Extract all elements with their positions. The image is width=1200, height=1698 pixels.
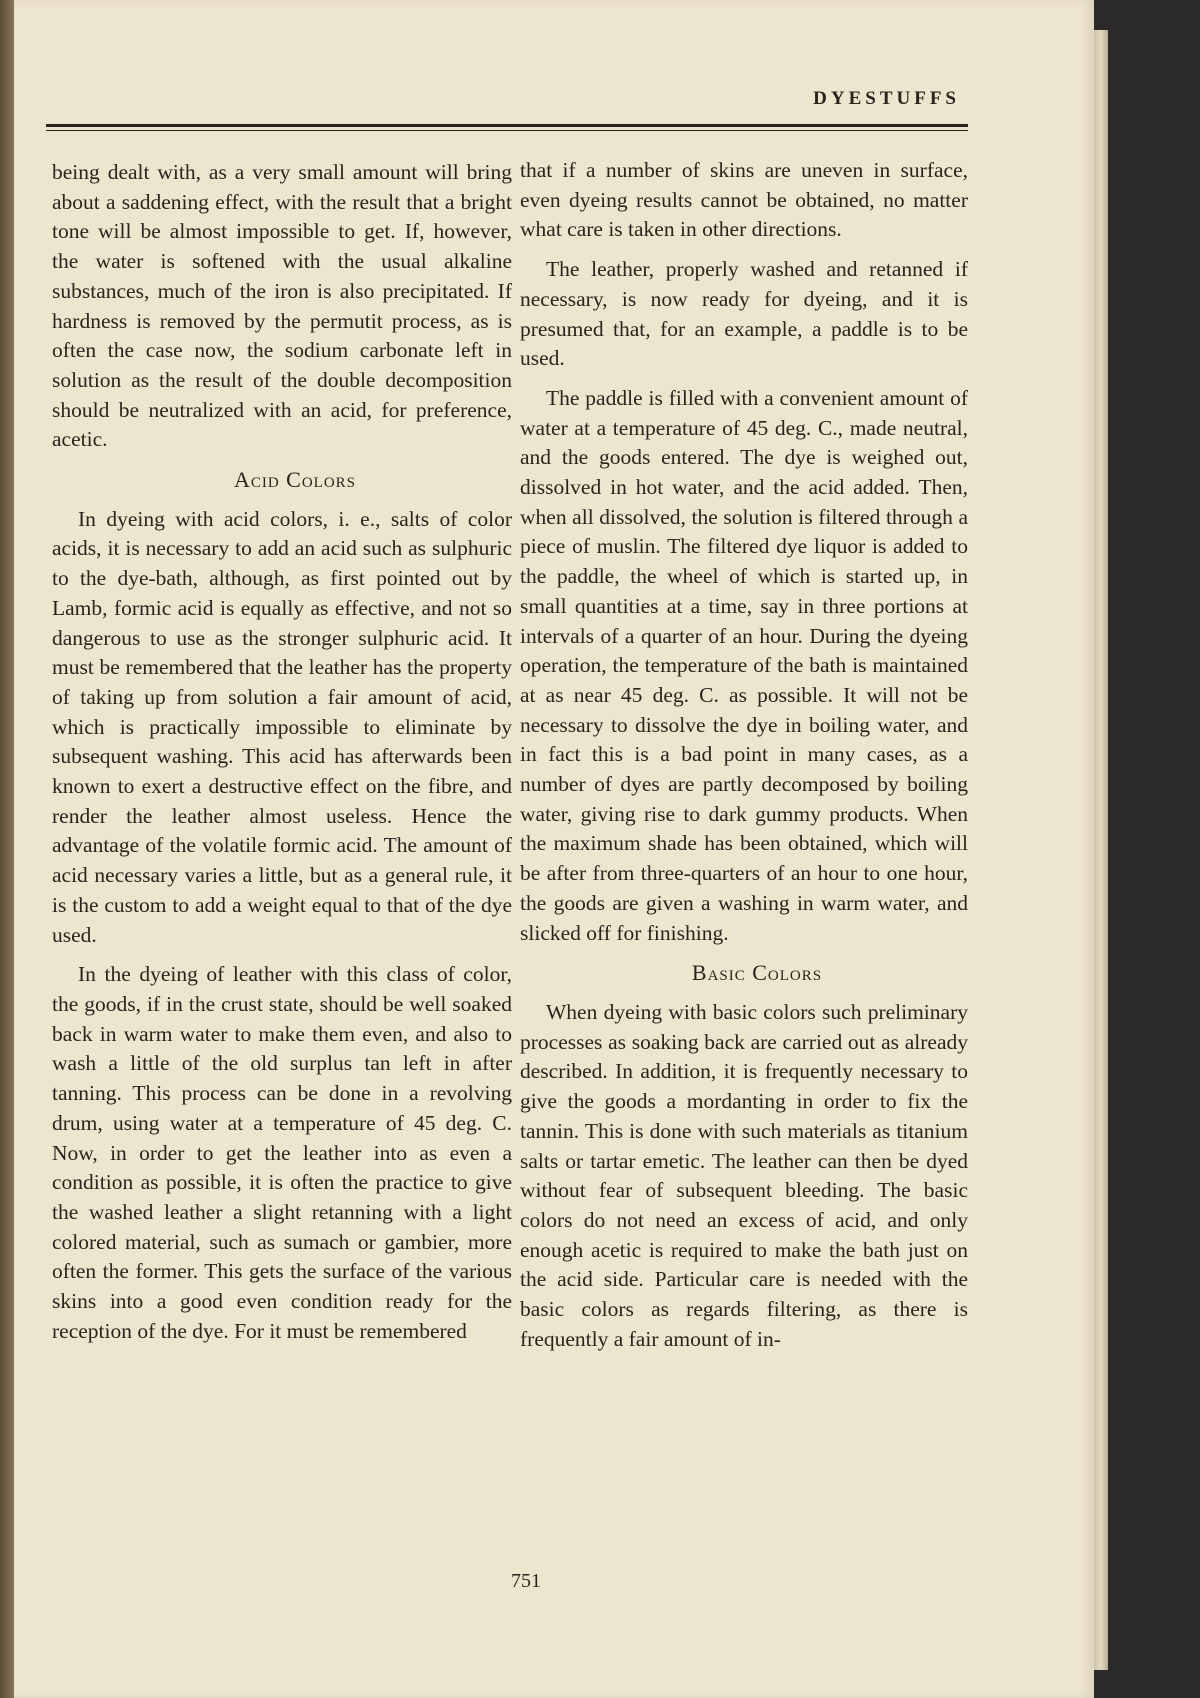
paragraph: In the dyeing of leather with this class of color, the goods, if in the crust state, should be well soaked back in warm water to make them even, and also to wash a little of the old surplus tan left in after tanning. This process can be done in a revolving drum, using water at a temperature of 45 deg. C. Now, in order to get the leather into as even a condition as possible, it is often the practice to give the washed leather a slight retanning with a light colored material, such as sumach or gambier, more often the former. This gets the surface of the various skins into a good even condition ready for the reception of the dye. For it must be remembered	[52, 962, 512, 1343]
section-heading-acid-colors: Acid Colors	[233, 467, 357, 493]
paragraph: When dyeing with basic colors such preliminary processes as soaking back are carried out as already described. In addition, it is frequently necessary to give the goods a mordanting in order to fix the tannin. This is done with such materials as titanium salts or tartar emetic. The leather can then be dyed without fear of subsequent bleeding. The basic colors do not need an excess of acid, and only enough acetic is required to make the bath just on the acid side. Particular care is needed with the basic colors as regards filtering, as there is frequently a fair amount of in-	[520, 999, 968, 1351]
page-stack-edge	[1094, 30, 1108, 1670]
header-rule-thick	[46, 124, 968, 127]
paragraph: In dyeing with acid colors, i. e., salts of color acids, it is necessary to add an acid such as sulphuric to the dye-bath, although, as first pointed out by Lamb, formic acid is equally as effective, and not so dangerous to use as the stronger sulphuric acid. It must be remembered that the leather has the property of taking up from solution a fair amount of acid, which is practically impossible to eliminate by subsequent washing. This acid has afterwards been known to exert a destructive effect on the fibre, and render the leather almost useless. Hence the advantage of the volatile formic acid. The amount of acid necessary varies a little, but as a general rule, it is the custom to add a weight equal to that of the dye used.	[52, 506, 512, 947]
page-number: 751	[511, 1570, 541, 1592]
left-column	[52, 158, 512, 1356]
running-head: DYESTUFFS	[813, 88, 960, 109]
paragraph: that if a number of skins are uneven in surface, even dyeing results cannot be obtained, no matter what care is taken in other directions.	[520, 158, 968, 242]
right-column	[520, 156, 968, 1364]
paragraph: being dealt with, as a very small amount will bring about a saddening effect, with the result that a bright tone will be almost impossible to get. If, however, the water is softened with the usual alkaline substances, much of the iron is also precipitated. If hardness is removed by the permutit process, as is often the case now, the sodium carbonate left in solution as the result of the double decomposition should be neutralized with an acid, for preference, acetic.	[52, 160, 512, 452]
paragraph: The leather, properly washed and retanned if necessary, is now ready for dyeing, and it is presumed that, for an example, a paddle is to be used.	[520, 257, 968, 371]
section-heading-basic-colors: Basic Colors	[691, 960, 823, 986]
book-binding-left	[0, 0, 14, 1698]
paragraph: The paddle is filled with a convenient amount of water at a temperature of 45 deg. C., made neutral, and the goods entered. The dye is weighed out, dissolved in hot water, and the acid added. Then, when all dissolved, the solution is filtered through a piece of muslin. The filtered dye liquor is added to the paddle, the wheel of which is started up, in small quantities at a time, say in three portions at intervals of a quarter of an hour. During the dyeing operation, the temperature of the bath is maintained at as near 45 deg. C. as possible. It will not be necessary to dissolve the dye in boiling water, and in fact this is a bad point in many cases, as a number of dyes are partly decomposed by boiling water, giving rise to dark gummy products. When the maximum shade has been obtained, which will be after from three-quarters of an hour to one hour, the goods are given a washing in warm water, and slicked off for finishing.	[520, 385, 968, 945]
header-rule-thin	[46, 130, 968, 131]
